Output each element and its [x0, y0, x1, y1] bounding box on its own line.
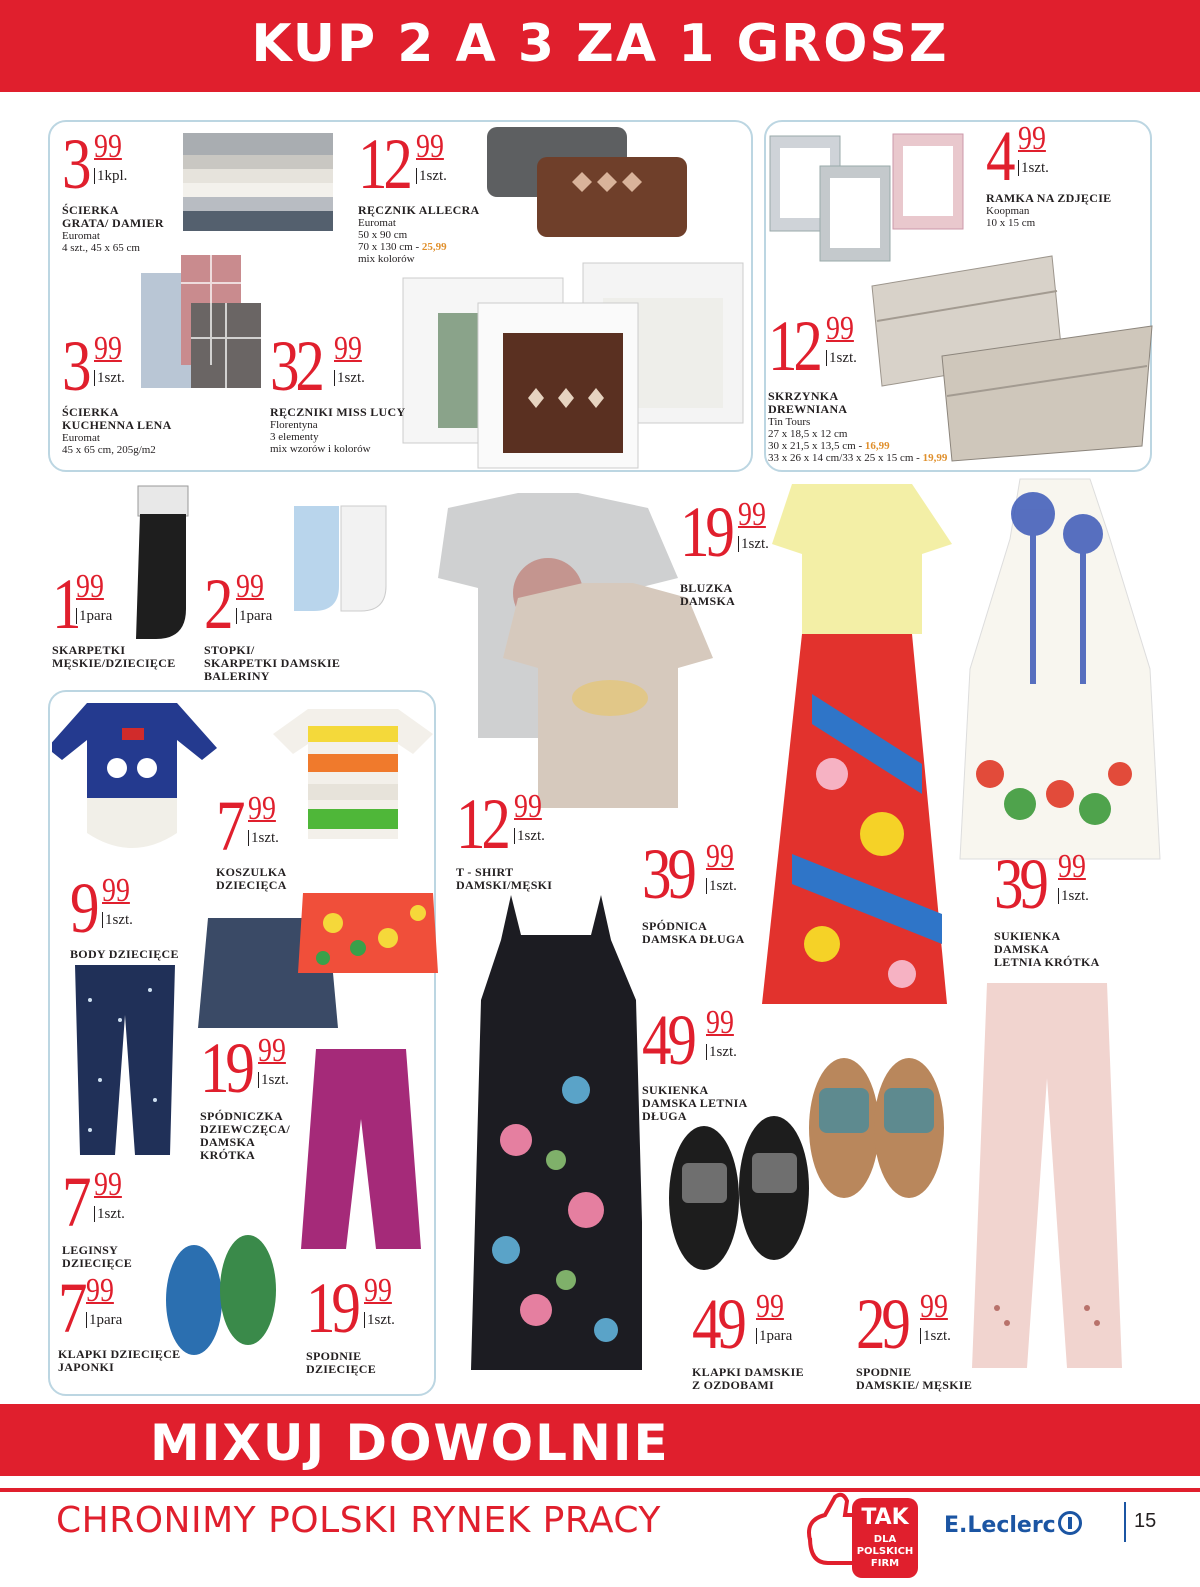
firm-text: FIRM — [870, 1558, 900, 1569]
price-unit: 1szt. — [258, 1072, 289, 1088]
product-name-line: STOPKI/ — [204, 643, 255, 657]
product-name-line: SUKIENKA — [994, 929, 1061, 943]
product-name-line: JAPONKI — [58, 1360, 115, 1374]
price-unit: 1szt. — [706, 878, 737, 894]
product-detail: mix wzorów i kolorów — [270, 443, 371, 455]
offer-koszulka — [216, 786, 326, 892]
offer-recznik-allecra — [358, 124, 488, 265]
offer-body — [70, 868, 210, 961]
price — [642, 834, 772, 914]
price-integer: 9 — [70, 868, 96, 948]
price-unit: 1szt. — [514, 828, 545, 844]
product-name-line: DAMSKA — [200, 1135, 256, 1149]
product-name-line: RĘCZNIKI MISS LUCY — [270, 405, 406, 419]
offer-klapki-damskie — [692, 1284, 832, 1392]
price-decimal: 99 — [826, 310, 854, 347]
product-name-line: LEGINSY — [62, 1243, 119, 1257]
kids-leggings-image — [60, 960, 190, 1160]
price-decimal: 99 — [1018, 120, 1046, 157]
product-name-line: SPÓDNICZKA — [200, 1109, 284, 1123]
bath-towels-image — [482, 122, 692, 242]
product-name-line: DAMSKA — [680, 594, 736, 608]
product-detail: 50 x 90 cm — [358, 229, 408, 241]
divider — [0, 1488, 1200, 1492]
price-integer: 19 — [680, 492, 731, 572]
product-detail: Euromat — [62, 230, 100, 242]
price-unit: 1szt. — [248, 830, 279, 846]
dla-text: DLA — [873, 1534, 897, 1545]
product-name-line: DZIECIĘCE — [62, 1256, 133, 1270]
price — [70, 868, 210, 948]
price — [216, 786, 326, 866]
price — [692, 1284, 832, 1364]
product-name-line: SKRZYNKA — [768, 389, 839, 403]
price-decimal: 99 — [102, 872, 130, 909]
product-name-line: KUCHENNA LENA — [62, 418, 172, 432]
price-integer: 4 — [986, 116, 1012, 196]
detail-alt-price: 25,99 — [421, 241, 447, 253]
product-detail: Florentyna — [270, 419, 318, 431]
product-name-line: DAMSKA DŁUGA — [642, 932, 745, 946]
product-detail: 45 x 65 cm, 205g/m2 — [62, 444, 156, 456]
product-name-line: SUKIENKA — [642, 1083, 709, 1097]
product-name-line: Z OZDOBAMI — [692, 1378, 775, 1392]
product-detail: 27 x 18,5 x 12 cm — [768, 428, 848, 440]
price-integer: 7 — [216, 786, 242, 866]
product-name-line: KRÓTKA — [200, 1148, 256, 1162]
price — [768, 306, 978, 386]
price-integer: 49 — [692, 1284, 743, 1364]
price-integer: 39 — [994, 844, 1045, 924]
product-name-line: KOSZULKA — [216, 865, 287, 879]
price — [856, 1284, 996, 1364]
price-unit: 1para — [76, 608, 112, 624]
price — [358, 124, 488, 204]
product-name-line: DZIECIĘCA — [216, 878, 287, 892]
price-unit: 1kpl. — [94, 168, 127, 184]
price-decimal: 99 — [706, 838, 734, 875]
offer-spodnie-damskie — [856, 1284, 996, 1392]
price-decimal: 99 — [236, 568, 264, 605]
product-name-line: SKARPETKI — [52, 643, 126, 657]
price-unit: 1para — [236, 608, 272, 624]
long-summer-dress-image — [466, 890, 642, 1380]
product-detail: Tin Tours — [768, 416, 811, 428]
product-name-line: SPÓDNICA — [642, 919, 708, 933]
product-name-line: BALERINY — [204, 669, 270, 683]
price-integer: 1 — [52, 564, 78, 644]
price-unit: 1szt. — [706, 1044, 737, 1060]
denim-and-floral-skirts-image — [198, 888, 440, 1040]
product-name-line: ŚCIERKA — [62, 203, 119, 217]
offer-tshirt — [456, 784, 586, 892]
product-detail — [768, 452, 978, 464]
price-integer: 32 — [270, 326, 321, 406]
product-name-line: RAMKA NA ZDJĘCIE — [986, 191, 1112, 205]
offer-spodnie-dzieciece — [306, 1268, 416, 1376]
price-decimal: 99 — [416, 128, 444, 165]
offer-leginsy — [62, 1162, 182, 1270]
detail-text: 33 x 26 x 14 cm/33 x 25 x 15 cm - — [768, 452, 923, 464]
price-integer: 19 — [306, 1268, 357, 1348]
price-integer: 19 — [200, 1028, 251, 1108]
offer-sukienka-dluga — [642, 1000, 772, 1123]
tak-dla-polskich-firm-badge — [790, 1490, 925, 1585]
price — [52, 564, 192, 644]
page-number: 15 — [1134, 1510, 1157, 1532]
price-unit: 1szt. — [102, 912, 133, 928]
top-banner — [0, 0, 1200, 92]
price-decimal: 99 — [706, 1004, 734, 1041]
price-integer: 3 — [62, 124, 88, 204]
price — [204, 564, 364, 644]
price-integer: 7 — [62, 1162, 88, 1242]
product-name-line: BLUZKA — [680, 581, 733, 595]
product-name-line: SPODNIE — [306, 1349, 362, 1363]
bottom-banner — [0, 1404, 1200, 1476]
offer-klapki-dzieciece — [58, 1268, 198, 1374]
price-unit: 1szt. — [920, 1328, 951, 1344]
product-detail: Koopman — [986, 205, 1030, 217]
offer-scierka-lena — [62, 326, 192, 456]
price-integer: 39 — [642, 834, 693, 914]
offer-sukienka-krotka — [994, 844, 1134, 969]
price-unit: 1szt. — [416, 168, 447, 184]
price-decimal: 99 — [364, 1272, 392, 1309]
leclerc-l-icon — [1058, 1511, 1082, 1535]
product-name-line: DAMSKA — [994, 942, 1050, 956]
product-name-line: KLAPKI DAMSKIE — [692, 1365, 804, 1379]
price-unit: 1szt. — [738, 536, 769, 552]
price-unit: 1szt. — [1018, 160, 1049, 176]
offer-spodniczka — [200, 1028, 310, 1162]
price — [642, 1000, 772, 1080]
price-integer: 49 — [642, 1000, 693, 1080]
towel-gift-boxes-image — [398, 258, 748, 470]
product-detail: 3 elementy — [270, 431, 319, 443]
price-decimal: 99 — [258, 1032, 286, 1069]
product-detail — [358, 241, 488, 253]
short-summer-dress-image — [950, 474, 1162, 874]
price — [62, 124, 192, 204]
product-name-line: GRATA/ DAMIER — [62, 216, 164, 230]
price — [200, 1028, 310, 1108]
offer-ramka — [986, 116, 1126, 229]
polskich-text: POLSKICH — [856, 1546, 914, 1557]
price-integer: 12 — [358, 124, 409, 204]
offer-bluzka — [680, 492, 790, 608]
product-name-line: DZIECIĘCE — [306, 1362, 377, 1376]
price-decimal: 99 — [514, 788, 542, 825]
price — [986, 116, 1126, 196]
eleclerc-logo — [944, 1508, 1082, 1538]
product-name-line: T - SHIRT — [456, 865, 514, 879]
price — [270, 326, 410, 406]
product-detail: Euromat — [62, 432, 100, 444]
price-integer: 29 — [856, 1284, 907, 1364]
product-name-line: RĘCZNIK ALLECRA — [358, 203, 480, 217]
price-decimal: 99 — [334, 330, 362, 367]
product-detail: mix kolorów — [358, 253, 415, 265]
price-unit: 1szt. — [826, 350, 857, 366]
detail-text: 70 x 130 cm - — [358, 241, 422, 253]
product-name-line: SPODNIE — [856, 1365, 912, 1379]
product-name-line: DAMSKIE/ MĘSKIE — [856, 1378, 973, 1392]
price-integer: 7 — [58, 1268, 84, 1348]
bottom-banner-title: MIXUJ DOWOLNIE — [150, 1414, 670, 1472]
price-integer: 2 — [204, 564, 230, 644]
price — [456, 784, 586, 864]
price-unit: 1szt. — [334, 370, 365, 386]
page-number-separator — [1124, 1502, 1126, 1542]
price-unit: 1para — [86, 1312, 122, 1328]
price — [58, 1268, 198, 1348]
product-name-line: DREWNIANA — [768, 402, 848, 416]
price-unit: 1szt. — [94, 1206, 125, 1222]
product-name-line: SKARPETKI DAMSKIE — [204, 656, 341, 670]
photo-frames-image — [768, 126, 968, 266]
price — [306, 1268, 416, 1348]
price-decimal: 99 — [94, 1166, 122, 1203]
price-integer: 3 — [62, 326, 88, 406]
top-banner-title: KUP 2 A 3 ZA 1 GROSZ — [251, 14, 949, 74]
price — [62, 1162, 182, 1242]
detail-alt-price: 19,99 — [922, 452, 948, 464]
baby-body-image — [52, 698, 222, 858]
product-name-line: ŚCIERKA — [62, 405, 119, 419]
detail-alt-price: 16,99 — [864, 440, 890, 452]
tak-text: TAK — [861, 1505, 909, 1530]
product-name-line: DŁUGA — [642, 1109, 687, 1123]
price-unit: 1szt. — [364, 1312, 395, 1328]
price — [680, 492, 790, 572]
product-name-line: LETNIA KRÓTKA — [994, 955, 1100, 969]
offer-reczniki-miss-lucy — [270, 326, 410, 455]
product-name-line: KLAPKI DZIECIĘCE — [58, 1347, 181, 1361]
product-detail: Euromat — [358, 217, 396, 229]
dish-towel-stack-image — [178, 128, 338, 238]
offer-scierka-grata — [62, 124, 192, 254]
price-unit: 1szt. — [1058, 888, 1089, 904]
price-decimal: 99 — [920, 1288, 948, 1325]
price-decimal: 99 — [94, 330, 122, 367]
price-integer: 12 — [768, 306, 819, 386]
price-decimal: 99 — [94, 128, 122, 165]
product-name-line: DAMSKA LETNIA — [642, 1096, 748, 1110]
price-decimal: 99 — [738, 496, 766, 533]
price-integer: 12 — [456, 784, 507, 864]
product-detail: 4 szt., 45 x 65 cm — [62, 242, 140, 254]
logo-text: E.Leclerc — [944, 1513, 1056, 1538]
price-decimal: 99 — [248, 790, 276, 827]
price-decimal: 99 — [756, 1288, 784, 1325]
offer-skrzynka — [768, 306, 978, 464]
price-unit: 1szt. — [94, 370, 125, 386]
product-name-line: DAMSKI/MĘSKI — [456, 878, 553, 892]
price — [62, 326, 192, 406]
offer-skarpetki — [52, 564, 192, 670]
price-decimal: 99 — [86, 1272, 114, 1309]
product-detail — [768, 440, 978, 452]
footer-slogan: CHRONIMY POLSKI RYNEK PRACY — [56, 1500, 661, 1541]
price-unit: 1para — [756, 1328, 792, 1344]
price-decimal: 99 — [1058, 848, 1086, 885]
price-decimal: 99 — [76, 568, 104, 605]
price — [994, 844, 1134, 924]
product-name-line: DZIEWCZĘCA/ — [200, 1122, 290, 1136]
product-detail: 10 x 15 cm — [986, 217, 1036, 229]
detail-text: 30 x 21,5 x 13,5 cm - — [768, 440, 865, 452]
product-name-line: BODY DZIECIĘCE — [70, 947, 179, 961]
offer-spodnica-dluga — [642, 834, 772, 946]
product-name-line: MĘSKIE/DZIECIĘCE — [52, 656, 176, 670]
offer-stopki — [204, 564, 364, 683]
